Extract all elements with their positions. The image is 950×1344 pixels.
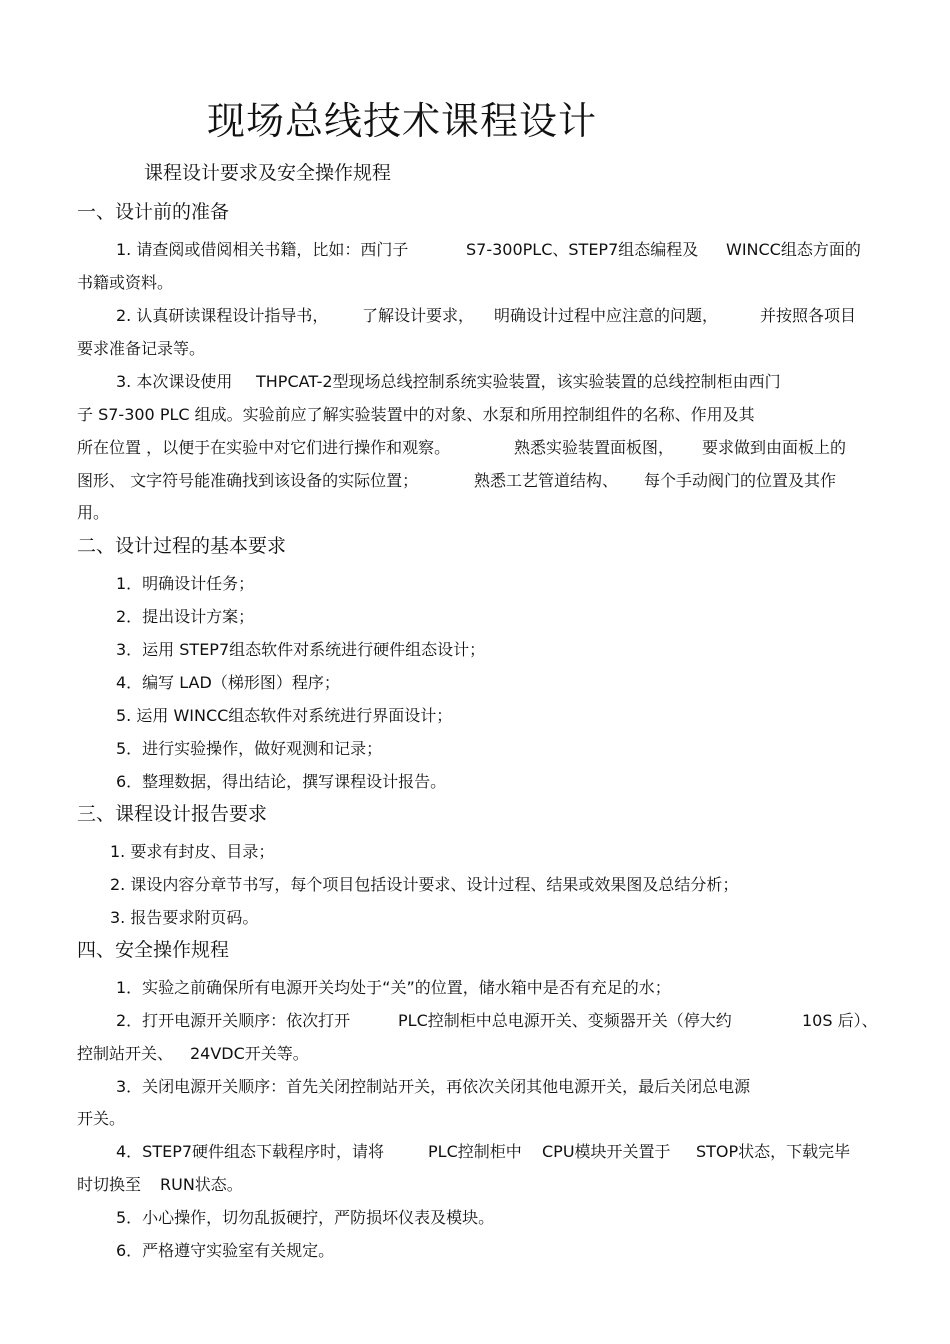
paragraph-text: 并按照各项目 (760, 306, 857, 325)
section-heading-2: 二、设计过程的基本要求 (77, 535, 287, 557)
paragraph-text: WINCC组态方面的 (726, 240, 861, 259)
list-item: 2．打开电源开关顺序：依次打开 (116, 1011, 351, 1030)
paragraph-text: THPCAT-2型现场总线控制系统实验装置，该实验装置的总线控制柜由西门 (256, 372, 781, 391)
paragraph-text: S7-300PLC、STEP7组态编程及 (466, 240, 699, 259)
list-item: 3．关闭电源开关顺序：首先关闭控制站开关，再依次关闭其他电源开关，最后关闭总电源 (116, 1077, 751, 1096)
paragraph-text: 所在位置 ，以便于在实验中对它们进行操作和观察。 (77, 438, 451, 457)
list-item: 开关。 (77, 1109, 126, 1128)
paragraph-text: 书籍或资料。 (77, 273, 174, 292)
list-item: 4．编写 LAD（梯形图）程序； (116, 673, 340, 692)
list-item: 2．提出设计方案； (116, 607, 255, 626)
paragraph-text: 子 S7-300 PLC 组成。实验前应了解实验装置中的对象、水泵和所用控制组件的名称、作用及其 (77, 405, 755, 424)
list-item: 5．进行实验操作，做好观测和记录； (116, 739, 383, 758)
paragraph-text: 2. 认真研读课程设计指导书， (116, 306, 329, 325)
list-item: CPU模块开关置于 (542, 1142, 671, 1161)
list-item: 24VDC开关等。 (190, 1044, 309, 1063)
list-item: 5．小心操作，切勿乱扳硬拧，严防损坏仪表及模块。 (116, 1208, 495, 1227)
paragraph-text: 熟悉工艺管道结构、 (474, 471, 619, 490)
section-heading-1: 一、设计前的准备 (77, 201, 230, 223)
paragraph-text: 3. 本次课设使用 (116, 372, 233, 391)
list-item: 6．整理数据，得出结论，撰写课程设计报告。 (116, 772, 447, 791)
list-item: 时切换至 (77, 1175, 142, 1194)
paragraph-text: 1. 请查阅或借阅相关书籍，比如：西门子 (116, 240, 409, 259)
list-item: 3．运用 STEP7组态软件对系统进行硬件组态设计； (116, 640, 486, 659)
list-item: 2. 课设内容分章节书写，每个项目包括设计要求、设计过程、结果或效果图及总结分析； (110, 875, 739, 894)
paragraph-text: 用。 (77, 503, 110, 522)
list-item: 5. 运用 WINCC组态软件对系统进行界面设计； (116, 706, 453, 725)
list-item: RUN状态。 (160, 1175, 243, 1194)
list-item: 1．明确设计任务； (116, 574, 255, 593)
list-item: 控制站开关、 (77, 1044, 174, 1063)
paragraph-text: 图形、 文字符号能准确找到该设备的实际位置； (77, 471, 419, 490)
list-item: PLC控制柜中总电源开关、变频器开关（停大约 (398, 1011, 732, 1030)
paragraph-text: 了解设计要求， (362, 306, 475, 325)
list-item: 4．STEP7硬件组态下载程序时，请将 (116, 1142, 385, 1161)
paragraph-text: 明确设计过程中应注意的问题， (494, 306, 719, 325)
document-title: 现场总线技术课程设计 (207, 99, 598, 143)
paragraph-text: 要求准备记录等。 (77, 339, 206, 358)
list-item: PLC控制柜中 (428, 1142, 522, 1161)
list-item: 6．严格遵守实验室有关规定。 (116, 1241, 335, 1260)
list-item: 3. 报告要求附页码。 (110, 908, 259, 927)
document-subtitle: 课程设计要求及安全操作规程 (144, 162, 392, 184)
list-item: 1．实验之前确保所有电源开关均处于“关”的位置，储水箱中是否有充足的水； (116, 978, 671, 997)
paragraph-text: 每个手动阀门的位置及其作 (644, 471, 837, 490)
list-item: STOP状态，下载完毕 (696, 1142, 851, 1161)
paragraph-text: 要求做到由面板上的 (702, 438, 847, 457)
paragraph-text: 熟悉实验装置面板图， (514, 438, 675, 457)
list-item: 1. 要求有封皮、目录； (110, 842, 275, 861)
section-heading-4: 四、安全操作规程 (77, 939, 230, 961)
section-heading-3: 三、课程设计报告要求 (77, 803, 268, 825)
list-item: 10S 后）、 (802, 1011, 878, 1030)
